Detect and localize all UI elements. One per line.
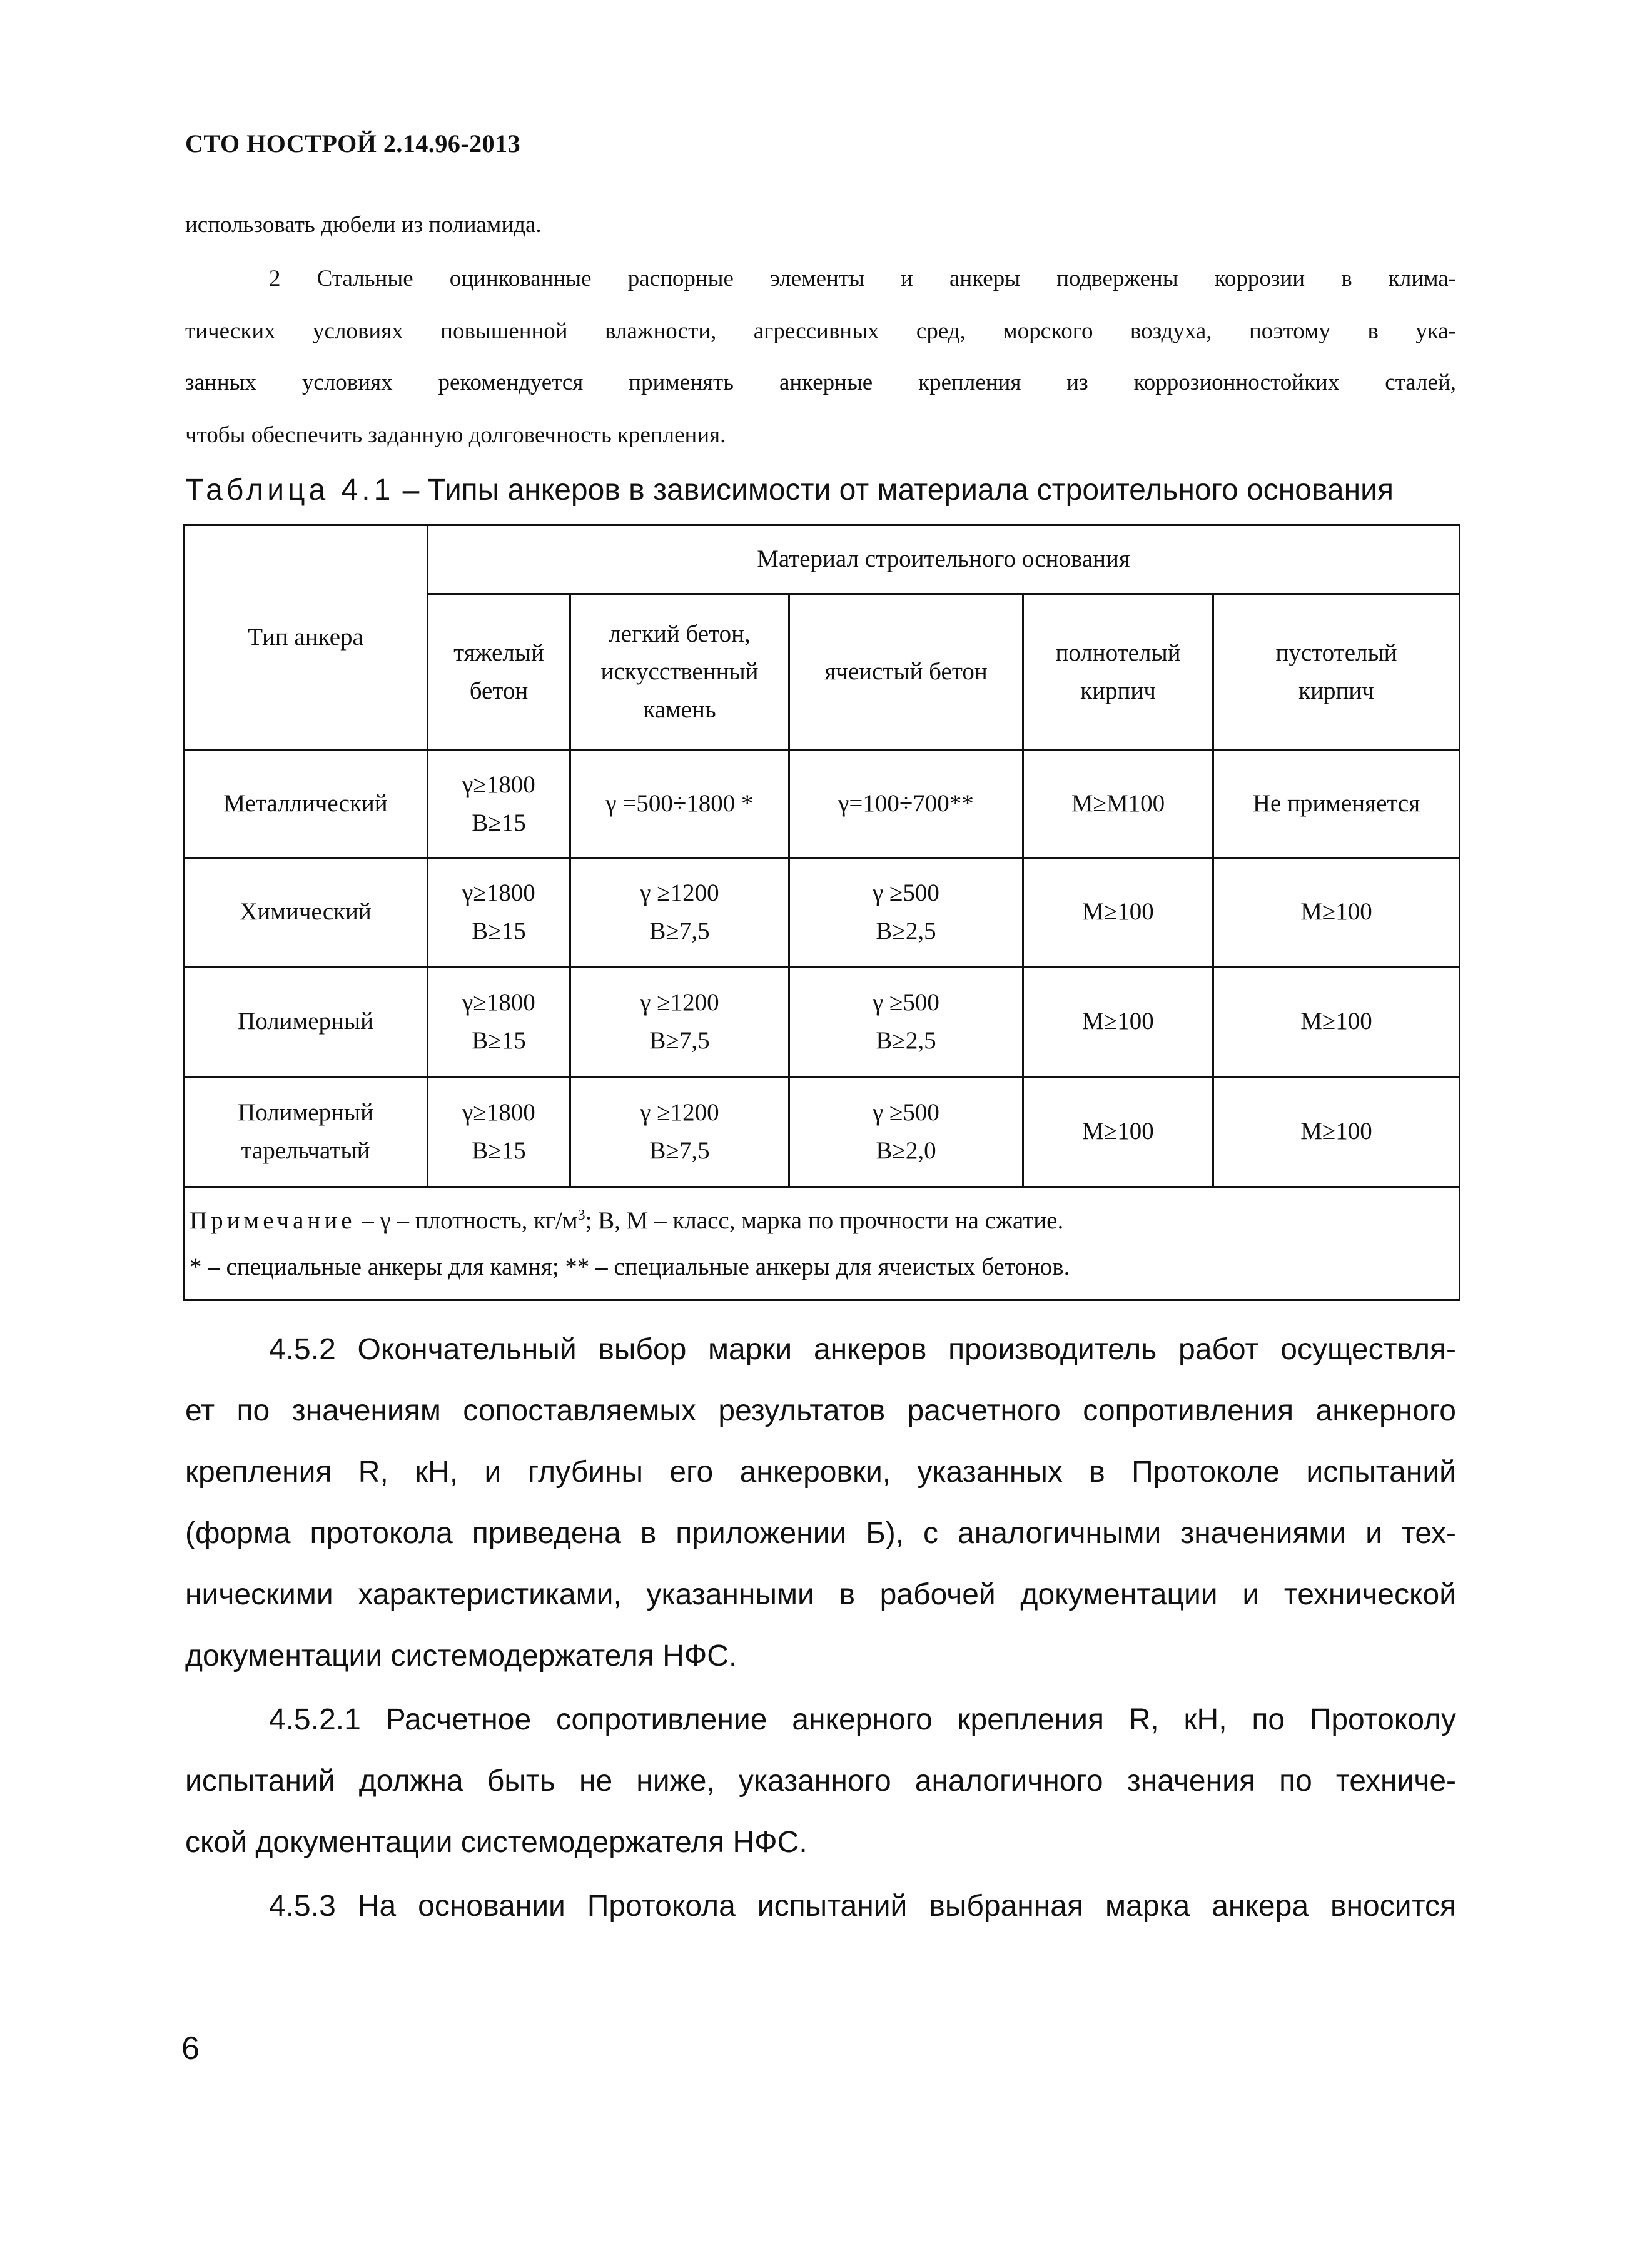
row-type-chemical: Химический	[184, 858, 428, 967]
table-caption-dash: –	[394, 473, 428, 507]
table-cell: M≥100	[1023, 1077, 1213, 1187]
section-4-5-2-1-line-1: 4.5.2.1 Расчетное сопротивление анкерного крепления R, кН, по Протоколу	[269, 1703, 1456, 1736]
table-caption	[185, 473, 1456, 507]
table-row	[184, 751, 1460, 858]
table-cell: γ ≥1200 B≥7,5	[570, 858, 789, 967]
section-4-5-2-1-line-3: ской документации системодержателя НФС.	[185, 1826, 807, 1859]
table-cell: M≥100	[1213, 858, 1460, 967]
document-header: СТО НОСТРОЙ 2.14.96-2013	[185, 129, 521, 158]
header-anchor-type: Тип анкера	[184, 525, 428, 751]
table-caption-title: Типы анкеров в зависимости от материала строительного основания	[427, 473, 1394, 507]
table-cell: γ ≥500 B≥2,5	[789, 967, 1023, 1077]
section-4-5-2-line-6: документации системодержателя НФС.	[185, 1639, 737, 1673]
table-cell: Не применяется	[1213, 751, 1460, 858]
table-cell: M≥100	[1023, 858, 1213, 967]
table-row	[184, 1077, 1460, 1187]
table-cell: M≥100	[1213, 967, 1460, 1077]
note2-line-4: чтобы обеспечить заданную долговечность крепления.	[185, 422, 726, 448]
header-cellular-concrete: ячеистый бетон	[789, 594, 1023, 751]
table-cell: γ≥1800 B≥15	[428, 858, 570, 967]
page-number: 6	[181, 2030, 200, 2067]
note2-line-3: занных условиях рекомендуется применять анкерные крепления из коррозионностойких сталей,	[185, 370, 1456, 395]
table-note: Примечание – γ – плотность, $кг/м^3$; B, M – класс, марка по прочности на сжатие. * – специальные анкеры для камня; ** – специальные анкеры для ячеистых бетонов.	[184, 1187, 1460, 1300]
header-light-concrete: легкий бетон, искусственный камень	[570, 594, 789, 751]
table-cell: γ≥1800 B≥15	[428, 751, 570, 858]
section-4-5-2-line-5: ническими характеристиками, указанными в рабочей документации и технической	[185, 1578, 1456, 1611]
section-4-5-2-line-4: (форма протокола приведена в приложении Б), с аналогичными значениями и тех-	[185, 1517, 1456, 1550]
section-4-5-2-line-1: 4.5.2 Окончательный выбор марки анкеров производитель работ осуществля-	[269, 1333, 1456, 1366]
table-cell: γ =500÷1800 *	[570, 751, 789, 858]
table-cell: γ ≥500 B≥2,0	[789, 1077, 1023, 1187]
row-type-metal: Металлический	[184, 751, 428, 858]
section-4-5-2-line-3: крепления R, кН, и глубины его анкеровки, указанных в Протоколе испытаний	[185, 1455, 1456, 1489]
row-type-polymer-dish: Полимерный тарельчатый	[184, 1077, 428, 1187]
table-cell: M≥100	[1023, 967, 1213, 1077]
intro-line: использовать дюбели из полиамида.	[185, 212, 542, 238]
table-cell: γ≥1800 B≥15	[428, 1077, 570, 1187]
table-cell: γ≥1800 B≥15	[428, 967, 570, 1077]
table-cell: γ ≥1200 B≥7,5	[570, 967, 789, 1077]
anchor-types-table	[183, 524, 1460, 1301]
header-hollow-brick: пустотелый кирпич	[1213, 594, 1460, 751]
table-cell: M≥100	[1213, 1077, 1460, 1187]
row-type-polymer: Полимерный	[184, 967, 428, 1077]
table-row	[184, 967, 1460, 1077]
section-4-5-2-1-line-2: испытаний должна быть не ниже, указанного аналогичного значения по техниче-	[185, 1764, 1456, 1798]
table-cell: γ=100÷700**	[789, 751, 1023, 858]
table-caption-label: Таблица 4.1	[185, 473, 395, 507]
table-cell: γ ≥500 B≥2,5	[789, 858, 1023, 967]
header-material: Материал строительного основания	[428, 525, 1460, 594]
table-note-row	[184, 1187, 1460, 1300]
table-cell: M≥M100	[1023, 751, 1213, 858]
table-row	[184, 858, 1460, 967]
note2-line-2: тических условиях повышенной влажности, агрессивных сред, морского воздуха, поэтому в ука-	[185, 318, 1456, 344]
note2-line-1: 2 Стальные оцинкованные распорные элементы и анкеры подвержены коррозии в клима-	[269, 266, 1456, 291]
header-heavy-concrete: тяжелый бетон	[428, 594, 570, 751]
header-solid-brick: полнотелый кирпич	[1023, 594, 1213, 751]
table-cell: γ ≥1200 B≥7,5	[570, 1077, 789, 1187]
section-4-5-2-line-2: ет по значениям сопоставляемых результатов расчетного сопротивления анкерного	[185, 1394, 1456, 1427]
section-4-5-3-line-1: 4.5.3 На основании Протокола испытаний выбранная марка анкера вносится	[269, 1890, 1456, 1923]
